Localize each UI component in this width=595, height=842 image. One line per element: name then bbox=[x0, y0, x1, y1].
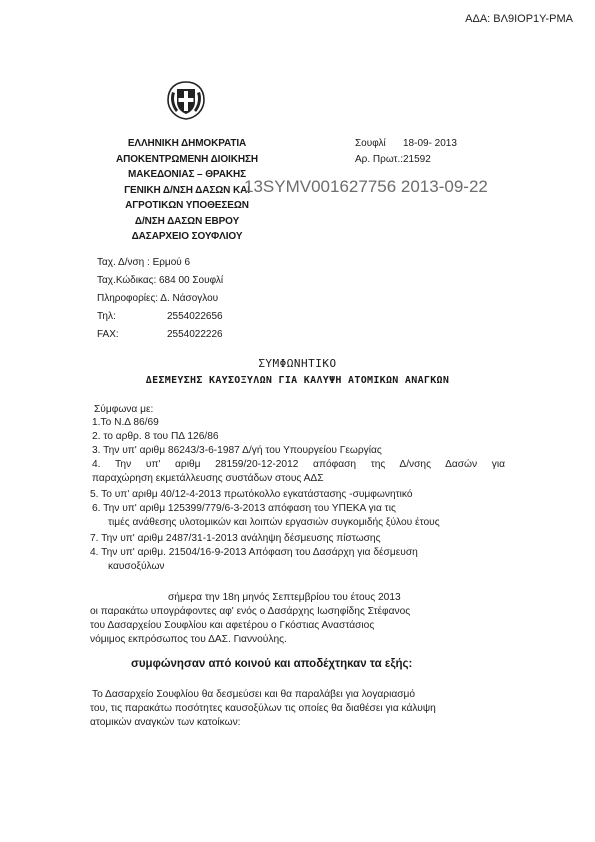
issuer-line: Δ/ΝΣΗ ΔΑΣΩΝ ΕΒΡΟΥ bbox=[134, 215, 240, 227]
document-subtitle: ΔΕΣΜΕΥΣΗΣ ΚΑΥΣΟΞΥΛΩΝ ΓΙΑ ΚΑΛΥΨΗ ΑΤΟΜΙΚΩΝ ΑΝΑΓΚΩΝ bbox=[145, 375, 450, 386]
terms-line: ατομικών αναγκών των κατοίκων: bbox=[90, 717, 241, 728]
agreement-line: του Δασαρχείου Σουφλίου και αφετέρου ο Γκόστιας Αναστάσιος bbox=[90, 620, 375, 631]
reference-item: 3. Την υπ' αριθμ 86243/3-6-1987 Δ/γή του Υπουργείου Γεωργίας bbox=[92, 445, 382, 456]
reference-item: 4. Την υπ' αριθμ 28159/20-12-2012 απόφαση της Δ/νσης Δασών για bbox=[92, 459, 505, 470]
reference-item-continuation: τιμές ανάθεσης υλοτομικών και λοιπών εργασιών συγκομιδής ξύλου έτους bbox=[108, 517, 440, 528]
phone-label: Τηλ: bbox=[97, 311, 116, 322]
contact-block bbox=[97, 254, 223, 344]
reference-item: 4. Την υπ' αριθμ. 21504/16-9-2013 Απόφαση του Δασάρχη για δέσμευση bbox=[90, 547, 418, 558]
issuer-line: ΑΠΟΚΕΝΤΡΩΜΕΝΗ ΔΙΟΙΚΗΣΗ bbox=[116, 153, 258, 165]
document-title: ΣΥΜΦΩΝΗΤΙΚΟ bbox=[258, 357, 337, 370]
terms-line: του, τις παρακάτω ποσότητες καυσοξύλων τις οποίες θα διαθέσει για κάλυψη bbox=[90, 703, 436, 714]
issuer-line: ΕΛΛΗΝΙΚΗ ΔΗΜΟΚΡΑΤΙΑ bbox=[127, 138, 247, 149]
issuer-line: ΑΓΡΟΤΙΚΩΝ ΥΠΟΘΕΣΕΩΝ bbox=[125, 200, 249, 211]
phone-value: 2554022656 bbox=[167, 311, 223, 322]
postal-value: 684 00 Σουφλί bbox=[159, 275, 224, 286]
info-value: Δ. Νάσογλου bbox=[160, 293, 219, 304]
date-protocol-block bbox=[355, 136, 457, 167]
reference-item: 6. Την υπ' αριθμ 125399/779/6-3-2013 απόφαση του ΥΠΕΚΑ για τις bbox=[92, 503, 396, 514]
reference-item: 5. Το υπ' αριθμ 40/12-4-2013 πρωτόκολλο εγκατάστασης -συμφωνητικό bbox=[90, 489, 413, 500]
reference-item: 2. το αρθρ. 8 του ΠΔ 126/86 bbox=[92, 431, 219, 442]
agreement-line: σήμερα την 18η μηνός Σεπτεμβρίου του έτους 2013 bbox=[168, 592, 401, 603]
greek-emblem-icon bbox=[164, 78, 208, 122]
reference-item-continuation: καυσοξύλων bbox=[108, 561, 165, 572]
reference-item: 1.Το Ν.Δ 86/69 bbox=[92, 417, 159, 428]
agreed-heading: συμφώνησαν από κοινού και αποδέχτηκαν τα εξής: bbox=[131, 658, 413, 670]
fax-value: 2554022226 bbox=[167, 329, 223, 340]
according-to-label: Σύμφωνα με: bbox=[94, 404, 154, 415]
fax-label: FAX: bbox=[97, 329, 119, 340]
protocol-number: 21592 bbox=[403, 153, 431, 165]
protocol-label: Αρ. Πρωτ.: bbox=[355, 153, 403, 165]
document-date: 18-09- 2013 bbox=[403, 138, 457, 149]
info-label: Πληροφορίες: bbox=[97, 293, 159, 304]
address-label: Ταχ. Δ/νση : bbox=[97, 257, 150, 268]
issuer-line: ΔΑΣΑΡΧΕΙΟ ΣΟΥΦΛΙΟΥ bbox=[131, 231, 243, 242]
terms-line: Το Δασαρχείο Σουφλίου θα δεσμεύσει και θα παραλάβει για λογαριασμό bbox=[92, 689, 416, 700]
issuer-line: ΜΑΚΕΔΟΝΙΑΣ – ΘΡΑΚΗΣ bbox=[128, 169, 246, 180]
ada-code: ΑΔΑ: ΒΛ9ΙΟΡ1Υ-ΡΜΑ bbox=[465, 13, 573, 25]
issuer-line: ΓΕΝΙΚΗ Δ/ΝΣΗ ΔΑΣΩΝ ΚΑΙ bbox=[124, 184, 250, 196]
reference-item: 7. Την υπ' αριθμ 2487/31-1-2013 ανάληψη δέσμευσης πίστωσης bbox=[90, 533, 381, 544]
address-value: Ερμού 6 bbox=[152, 257, 191, 268]
agreement-line: νόμιμος εκπρόσωπος του ΔΑΣ. Γιαννούλης. bbox=[90, 634, 287, 645]
reference-item-continuation: παραχώρηση εκμετάλλευσης συστάδων στους ΑΔΣ bbox=[92, 473, 324, 484]
place-label: Σουφλί bbox=[355, 138, 386, 149]
registry-stamp: 13SYMV001627756 2013-09-22 bbox=[244, 177, 488, 196]
postal-label: Ταχ.Κώδικας: bbox=[97, 275, 157, 286]
agreement-line: οι παρακάτω υπογράφοντες αφ' ενός ο Δασάρχης Ιωσηφίδης Στέφανος bbox=[90, 606, 411, 617]
